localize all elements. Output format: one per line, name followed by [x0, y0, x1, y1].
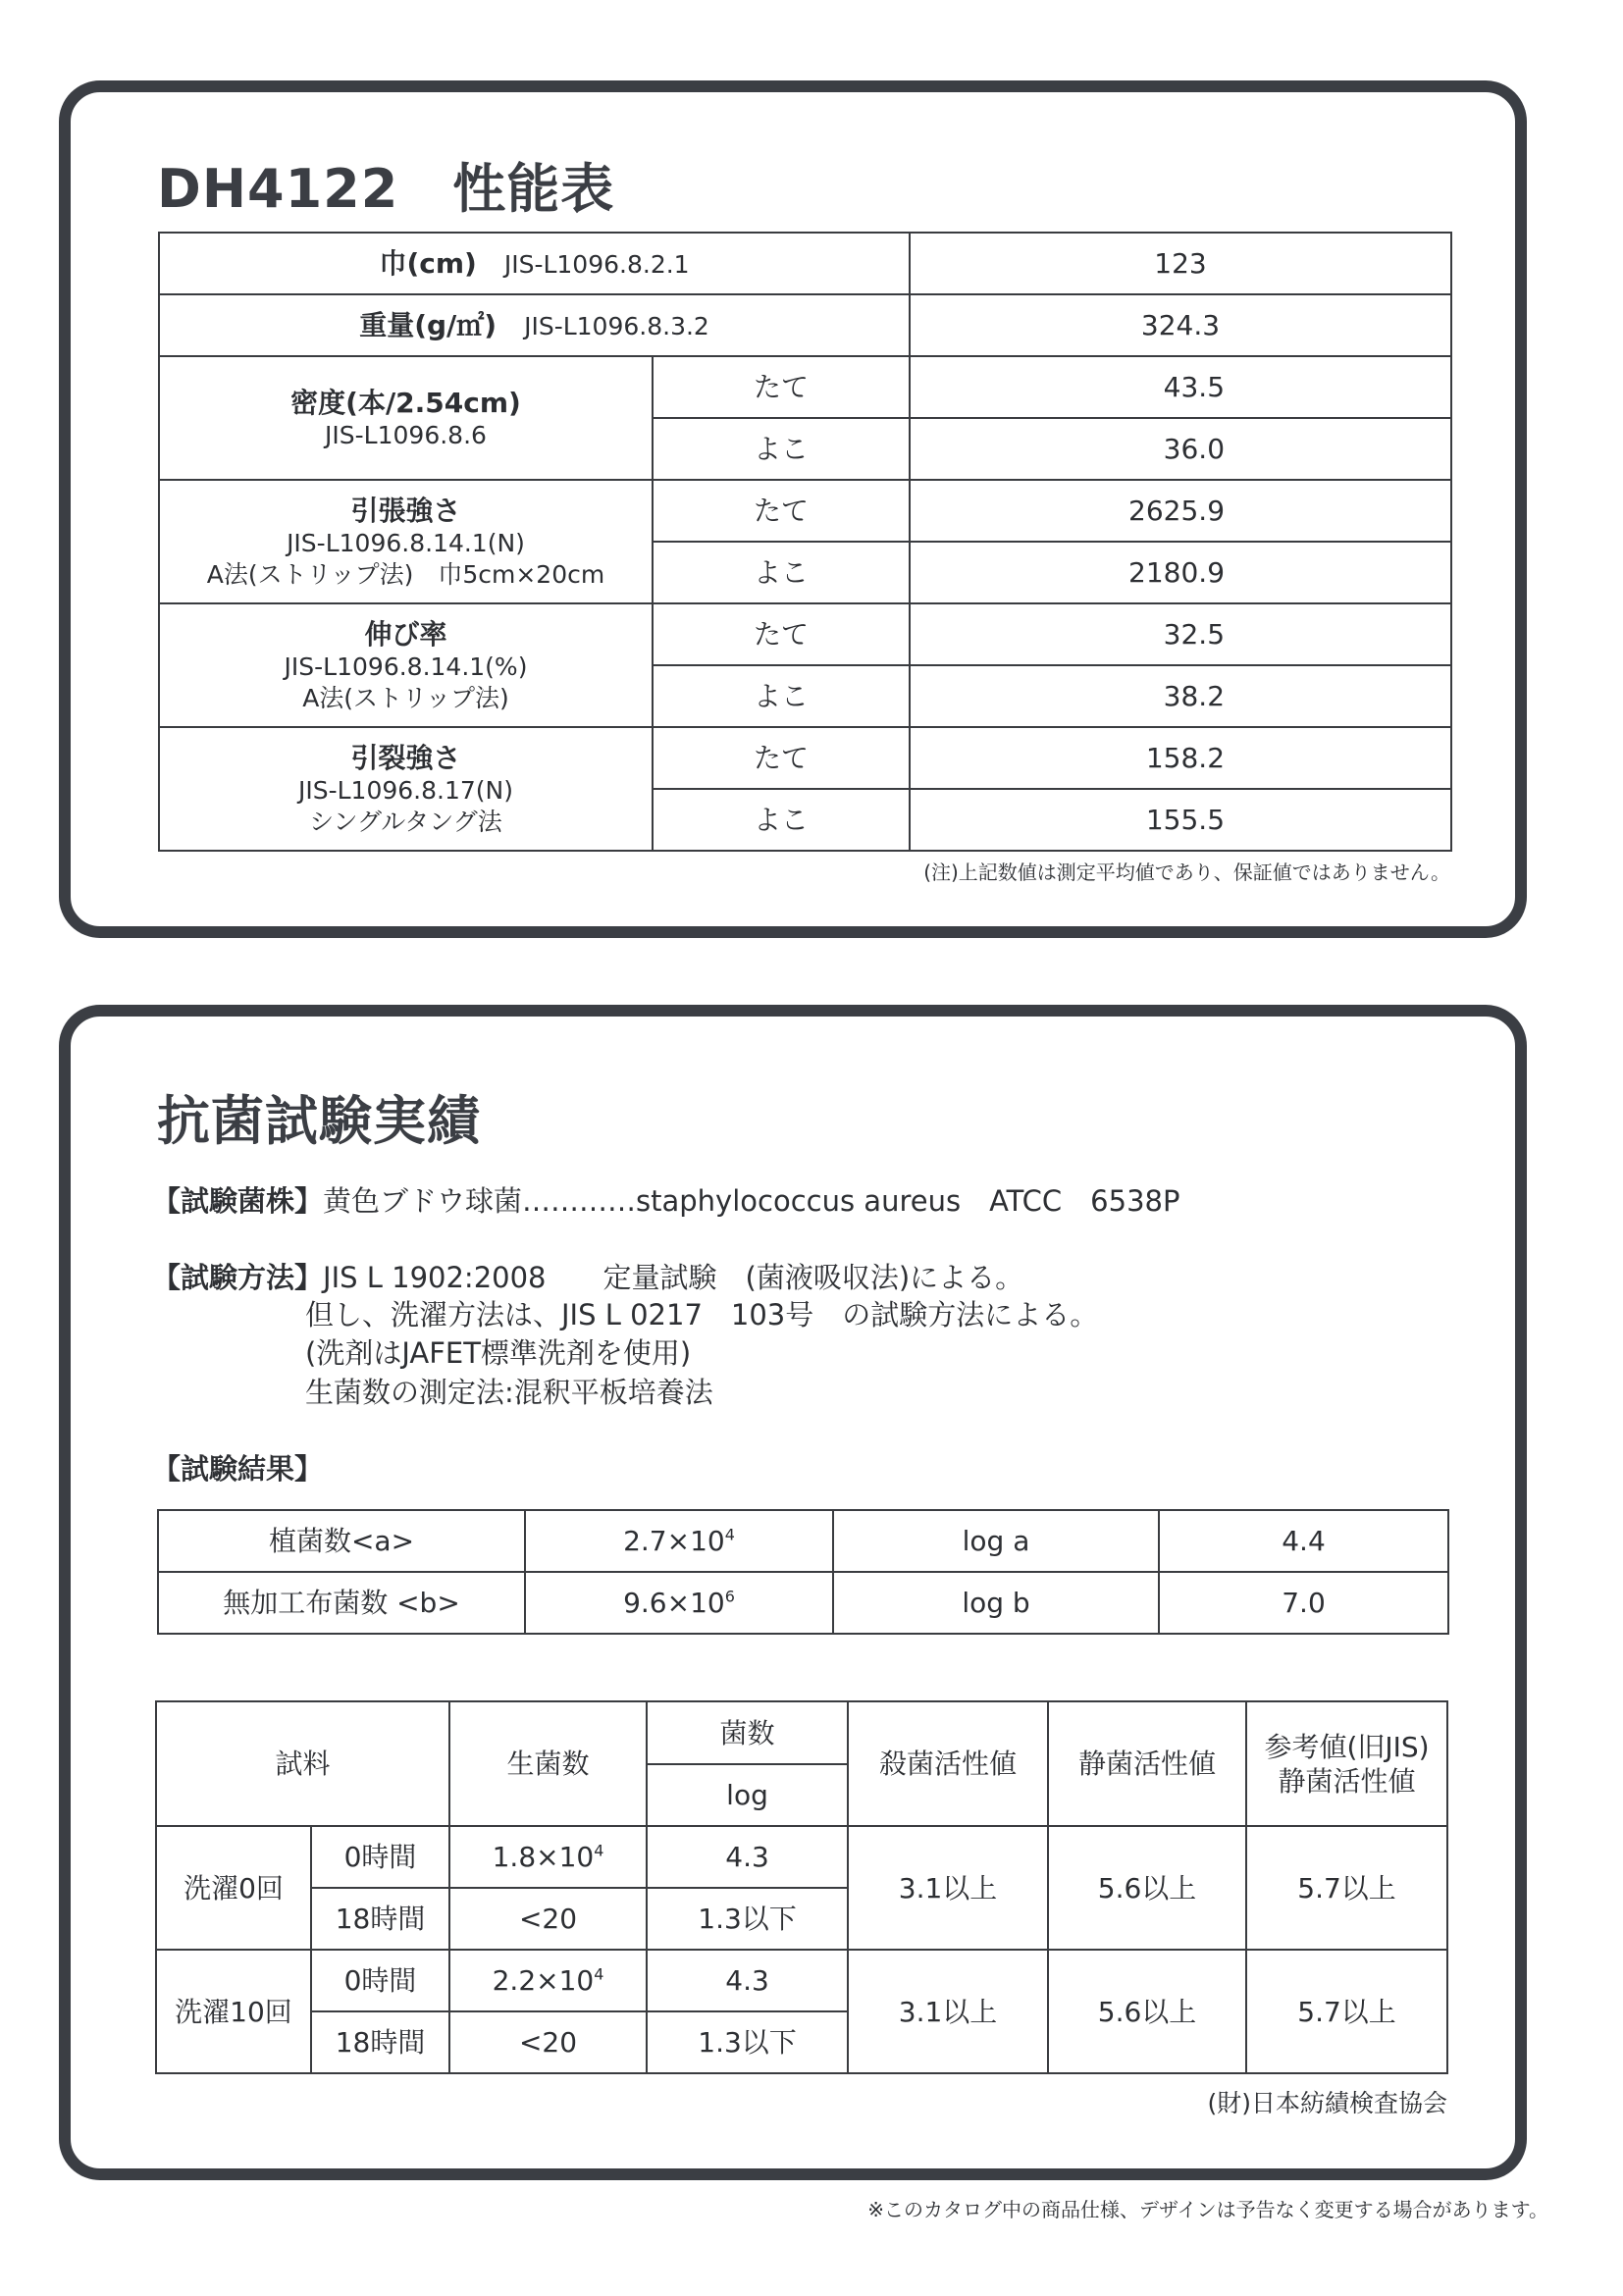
- row-standard: JIS-L1096.8.3.2: [524, 312, 709, 340]
- viable-count: [449, 1826, 647, 1888]
- tate-value: 32.5: [910, 603, 1451, 665]
- group-label: 密度(本/2.54cm): [290, 386, 521, 419]
- header-count: 菌数: [647, 1701, 848, 1764]
- tate-value: 158.2: [910, 727, 1451, 789]
- wash-label: 洗濯0回: [156, 1826, 311, 1950]
- log-label: log b: [833, 1572, 1159, 1634]
- wash-label: 洗濯10回: [156, 1950, 311, 2073]
- count-base: 2.7×10: [623, 1525, 725, 1557]
- header-row: [156, 1701, 1447, 1764]
- count-base: 9.6×10: [623, 1587, 725, 1619]
- reference-value: 5.7以上: [1246, 1826, 1447, 1950]
- log-value: 4.4: [1159, 1510, 1448, 1572]
- group-standard: JIS-L1096.8.14.1(%): [284, 652, 528, 682]
- strain-label: 【試験菌株】: [152, 1184, 324, 1218]
- yoko-value: 38.2: [910, 665, 1451, 727]
- group-standard: JIS-L1096.8.6: [325, 420, 487, 449]
- log-label: log a: [833, 1510, 1159, 1572]
- row-label: 重量(g/㎡): [359, 309, 497, 341]
- table-row: [159, 294, 1451, 356]
- group-standard: JIS-L1096.8.17(N): [297, 776, 513, 806]
- inoculum-label: 無加工布菌数 <b>: [158, 1572, 525, 1634]
- method-label: 【試験方法】: [152, 1261, 324, 1294]
- viable-count: <20: [449, 2011, 647, 2073]
- count-base: 2.2×10: [492, 1964, 595, 1997]
- row-standard: JIS-L1096.8.2.1: [503, 250, 690, 279]
- log-value: 4.3: [647, 1950, 848, 2011]
- header-reference: [1246, 1701, 1447, 1826]
- yoko-label: よこ: [653, 665, 910, 727]
- tate-value: 43.5: [910, 356, 1451, 418]
- method-text: 但し、洗濯方法は、JIS L 0217 103号 の試験方法による。: [305, 1298, 1099, 1331]
- table-row: [159, 603, 1451, 665]
- yoko-label: よこ: [653, 789, 910, 851]
- bacteriostatic-value: 5.6以上: [1048, 1950, 1246, 2073]
- group-method: A法(ストリップ法) 巾5cm×20cm: [206, 559, 605, 589]
- tate-label: たて: [653, 480, 910, 542]
- bactericidal-value: 3.1以上: [848, 1826, 1048, 1950]
- count-exponent: 6: [724, 1587, 735, 1606]
- inoculum-count: [525, 1510, 833, 1572]
- viable-count: <20: [449, 1888, 647, 1950]
- tate-label: たて: [653, 356, 910, 418]
- count-base: 1.8×10: [492, 1841, 595, 1873]
- method-text: 生菌数の測定法:混釈平板培養法: [305, 1376, 713, 1409]
- log-value: 1.3以下: [647, 1888, 848, 1950]
- yoko-value: 36.0: [910, 418, 1451, 480]
- inoculum-label: 植菌数<a>: [158, 1510, 525, 1572]
- header-viable: 生菌数: [449, 1701, 647, 1826]
- table-row: [158, 1510, 1448, 1572]
- time-label: 0時間: [311, 1950, 449, 2011]
- yoko-value: 155.5: [910, 789, 1451, 851]
- performance-note: (注)上記数値は測定平均値であり、保証値ではありません。: [923, 861, 1450, 884]
- performance-table: [158, 232, 1452, 852]
- inoculum-table: [157, 1509, 1449, 1635]
- group-label: 引裂強さ: [350, 742, 461, 775]
- strain-text: 黄色ブドウ球菌…………staphylococcus aureus ATCC 6538P: [323, 1184, 1180, 1218]
- count-exponent: 4: [724, 1525, 735, 1544]
- viable-count: [449, 1950, 647, 2011]
- log-value: 7.0: [1159, 1572, 1448, 1634]
- time-label: 0時間: [311, 1826, 449, 1888]
- performance-title: DH4122 性能表: [157, 158, 615, 220]
- yoko-value: 2180.9: [910, 542, 1451, 603]
- row-value: 123: [910, 233, 1451, 294]
- table-row: [159, 480, 1451, 542]
- count-exponent: 4: [594, 1841, 604, 1860]
- time-label: 18時間: [311, 2011, 449, 2073]
- log-value: 4.3: [647, 1826, 848, 1888]
- header-ref-line1: 参考値(旧JIS): [1264, 1730, 1430, 1763]
- count-exponent: 4: [594, 1964, 604, 1984]
- antibacterial-title: 抗菌試験実績: [157, 1090, 481, 1152]
- group-standard: JIS-L1096.8.14.1(N): [287, 529, 525, 558]
- group-label: 引張強さ: [350, 495, 461, 528]
- group-label: 伸び率: [364, 618, 447, 652]
- method-text: (洗剤はJAFET標準洗剤を使用): [305, 1336, 692, 1370]
- table-row: [159, 356, 1451, 418]
- header-bactericidal: 殺菌活性値: [848, 1701, 1048, 1826]
- group-method: シングルタング法: [309, 807, 502, 836]
- table-row: [156, 1826, 1447, 1888]
- header-sample: 試料: [156, 1701, 449, 1826]
- table-row: [159, 233, 1451, 294]
- header-ref-line2: 静菌活性値: [1278, 1764, 1416, 1798]
- group-method: A法(ストリップ法): [302, 683, 509, 712]
- method-text: JIS L 1902:2008 定量試験 (菌液吸収法)による。: [323, 1261, 1024, 1294]
- results-table: [155, 1700, 1448, 2074]
- row-label: 巾(cm): [379, 247, 477, 280]
- method-line: [152, 1256, 1023, 1296]
- footer-note: ※このカタログ中の商品仕様、デザインは予告なく変更する場合があります。: [867, 2198, 1548, 2221]
- tate-label: たて: [653, 603, 910, 665]
- table-row: [159, 727, 1451, 789]
- header-bacteriostatic: 静菌活性値: [1048, 1701, 1246, 1826]
- header-log: log: [647, 1764, 848, 1826]
- table-row: [158, 1572, 1448, 1634]
- bacteriostatic-value: 5.6以上: [1048, 1826, 1246, 1950]
- inoculum-count: [525, 1572, 833, 1634]
- time-label: 18時間: [311, 1888, 449, 1950]
- bactericidal-value: 3.1以上: [848, 1950, 1048, 2073]
- reference-value: 5.7以上: [1246, 1950, 1447, 2073]
- log-value: 1.3以下: [647, 2011, 848, 2073]
- table-row: [156, 1950, 1447, 2011]
- result-label: 【試験結果】: [152, 1452, 324, 1486]
- tate-value: 2625.9: [910, 480, 1451, 542]
- strain-line: [152, 1179, 1179, 1220]
- row-value: 324.3: [910, 294, 1451, 356]
- yoko-label: よこ: [653, 418, 910, 480]
- yoko-label: よこ: [653, 542, 910, 603]
- tate-label: たて: [653, 727, 910, 789]
- source-note: (財)日本紡績検査協会: [1207, 2089, 1447, 2117]
